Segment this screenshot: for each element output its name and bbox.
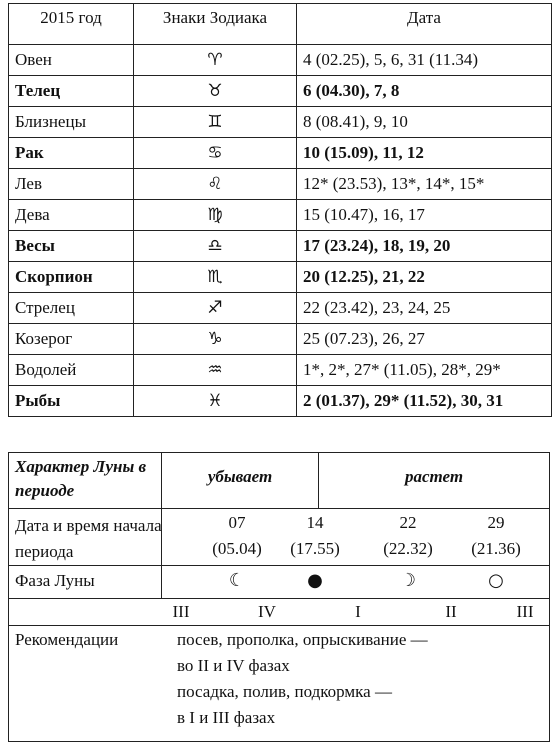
sign-name: Дева [9, 200, 134, 231]
zodiac-row [9, 169, 552, 200]
sign-dates: 12* (23.53), 13*, 14*, 15* [297, 169, 552, 200]
sign-dates: 25 (07.23), 26, 27 [297, 324, 552, 355]
sign-dates: 4 (02.25), 5, 6, 31 (11.34) [297, 45, 552, 76]
waning-crescent-icon: ☾ [228, 570, 246, 591]
sign-name: Лев [9, 169, 134, 200]
zodiac-table [8, 3, 552, 417]
sign-name: Рак [9, 138, 134, 169]
period-time: (17.55) [290, 539, 340, 558]
sign-name: Рыбы [9, 386, 134, 417]
waxing-label: растет [404, 467, 464, 486]
zodiac-row [9, 200, 552, 231]
quarter-label: IV [258, 602, 276, 621]
recommendation-line: во II и IV фазах [177, 656, 290, 675]
recommendation-line: посев, прополка, опрыскивание — [177, 630, 428, 649]
sign-dates: 6 (04.30), 7, 8 [297, 76, 552, 107]
zodiac-row [9, 355, 552, 386]
phase-label: Фаза Луны [15, 571, 95, 590]
year-header: 2015 год [9, 4, 134, 45]
zodiac-sign-icon: ♓ [134, 386, 297, 417]
sign-name: Водолей [9, 355, 134, 386]
date-time-label: Дата и время начала периода [15, 516, 162, 561]
recommendations-label: Рекомендации [15, 630, 119, 649]
zodiac-sign-icon: ♊ [134, 107, 297, 138]
sign-name: Скорпион [9, 262, 134, 293]
sign-name: Весы [9, 231, 134, 262]
moon-character-label: Характер Луны в периоде [15, 457, 147, 500]
period-date: 29 [487, 513, 505, 532]
zodiac-sign-icon: ♈ [134, 45, 297, 76]
period-time: (05.04) [212, 539, 262, 558]
zodiac-sign-icon: ♏ [134, 262, 297, 293]
sign-dates: 22 (23.42), 23, 24, 25 [297, 293, 552, 324]
zodiac-row [9, 107, 552, 138]
zodiac-row [9, 386, 552, 417]
zodiac-sign-icon: ♉ [134, 76, 297, 107]
zodiac-row [9, 138, 552, 169]
sign-name: Близнецы [9, 107, 134, 138]
quarter-label: III [516, 602, 534, 621]
new-moon-icon: ● [307, 570, 323, 591]
sign-dates: 1*, 2*, 27* (11.05), 28*, 29* [297, 355, 552, 386]
zodiac-sign-icon: ♍ [134, 200, 297, 231]
zodiac-row [9, 262, 552, 293]
zodiac-sign-icon: ♐ [134, 293, 297, 324]
sign-name: Козерог [9, 324, 134, 355]
recommendation-line: посадка, полив, подкормка — [177, 682, 392, 701]
signs-header: Знаки Зодиака [134, 4, 297, 45]
quarter-label: I [355, 602, 361, 621]
period-time: (21.36) [471, 539, 521, 558]
zodiac-sign-icon: ♑ [134, 324, 297, 355]
zodiac-row [9, 324, 552, 355]
period-date: 14 [306, 513, 324, 532]
sign-dates: 15 (10.47), 16, 17 [297, 200, 552, 231]
period-date: 22 [399, 513, 417, 532]
quarter-label: II [445, 602, 457, 621]
moon-table [8, 452, 550, 742]
zodiac-sign-icon: ♋ [134, 138, 297, 169]
sign-name: Овен [9, 45, 134, 76]
zodiac-row [9, 293, 552, 324]
waning-label: убывает [207, 467, 273, 486]
period-time: (22.32) [383, 539, 433, 558]
sign-dates: 20 (12.25), 21, 22 [297, 262, 552, 293]
zodiac-row [9, 76, 552, 107]
sign-name: Стрелец [9, 293, 134, 324]
waxing-crescent-icon: ☽ [399, 570, 417, 591]
quarter-label: III [172, 602, 190, 621]
sign-dates: 2 (01.37), 29* (11.52), 30, 31 [297, 386, 552, 417]
zodiac-sign-icon: ♒ [134, 355, 297, 386]
zodiac-row [9, 45, 552, 76]
period-date: 07 [228, 513, 246, 532]
zodiac-header-row [9, 4, 552, 45]
full-moon-icon: ○ [488, 570, 504, 591]
zodiac-sign-icon: ♌ [134, 169, 297, 200]
date-header: Дата [297, 4, 552, 45]
zodiac-row [9, 231, 552, 262]
recommendation-line: в I и III фазах [177, 708, 276, 727]
sign-dates: 8 (08.41), 9, 10 [297, 107, 552, 138]
sign-dates: 10 (15.09), 11, 12 [297, 138, 552, 169]
sign-dates: 17 (23.24), 18, 19, 20 [297, 231, 552, 262]
sign-name: Телец [9, 76, 134, 107]
zodiac-sign-icon: ♎ [134, 231, 297, 262]
